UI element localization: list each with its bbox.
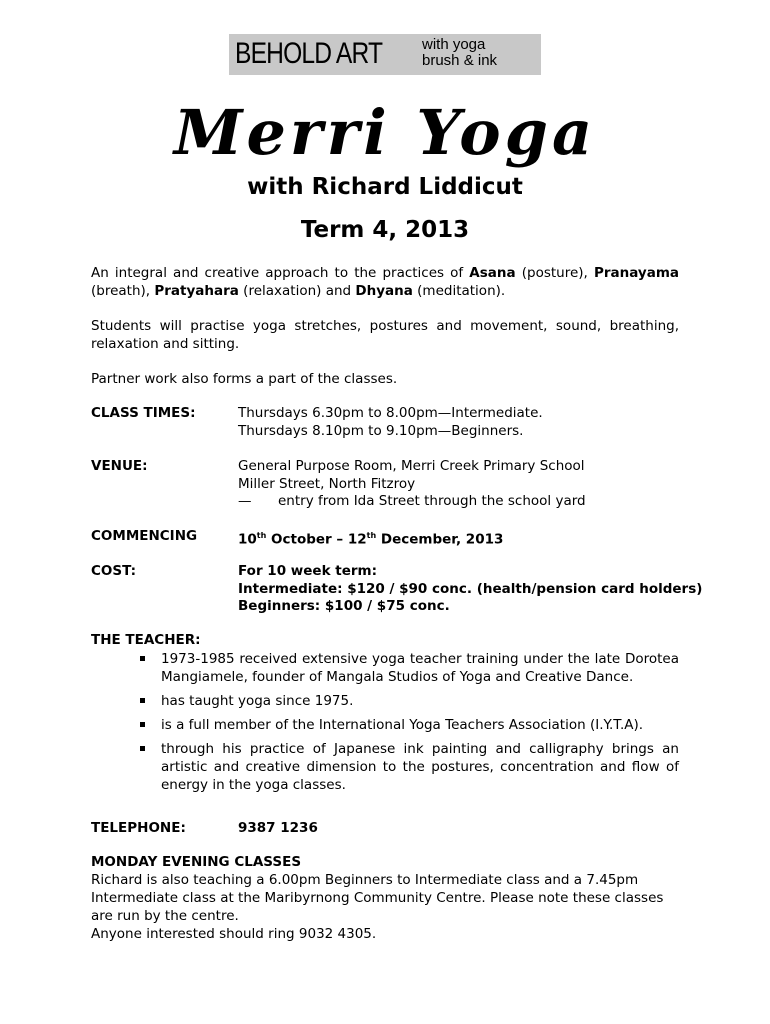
list-item (136, 650, 679, 686)
page-title: Merri Yoga (173, 96, 597, 169)
commencing-start-suffix: th (256, 531, 267, 540)
telephone-value: 9387 1236 (238, 820, 318, 836)
intro-paragraph (91, 264, 679, 300)
teacher-item-text: 1973-1985 received extensive yoga teacher training under the late Dorotea Mangiamele, founder of Mangala Studios of Yoga and Creative Dance. (161, 651, 679, 685)
list-item (136, 692, 679, 710)
class-times-line1: Thursdays 6.30pm to 8.00pm—Intermediate. (238, 405, 543, 421)
venue-line2: Miller Street, North Fitzroy (238, 476, 416, 492)
bullet-icon (140, 698, 145, 703)
partner-paragraph: Partner work also forms a part of the classes. (91, 371, 398, 387)
commencing-end-suffix: th (366, 531, 377, 540)
telephone-label: TELEPHONE: (91, 820, 186, 836)
teacher-item-text: has taught yoga since 1975. (161, 693, 354, 709)
banner-subtitle (422, 37, 497, 69)
class-times-label: CLASS TIMES: (91, 405, 196, 421)
banner-sub-line2: brush & ink (422, 52, 498, 69)
intro-text-5: (meditation). (412, 283, 506, 299)
term-heading: Term 4, 2013 (300, 217, 470, 243)
monday-contact: Anyone interested should ring 9032 4305. (91, 926, 377, 942)
teacher-item-text: is a full member of the International Yoga Teachers Association (I.Y.T.A). (161, 717, 644, 733)
banner-title: BEHOLD ART (235, 37, 383, 70)
venue-line3: entry from Ida Street through the school yard (278, 493, 586, 509)
page-subtitle: with Richard Liddicut (247, 174, 523, 200)
intro-pratyahara: Pratyahara (154, 283, 239, 299)
commencing-dates (238, 527, 503, 549)
intro-text-4: (relaxation) and (238, 283, 356, 299)
students-paragraph: Students will practise yoga stretches, postures and movement, sound, breathing, relaxation and sitting. (91, 318, 679, 352)
teacher-label: THE TEACHER: (91, 632, 201, 648)
intro-pranayama: Pranayama (593, 265, 679, 281)
banner-sub-line1: with yoga (422, 36, 486, 53)
venue-line1: General Purpose Room, Merri Creek Primary School (238, 458, 585, 474)
cost-beginners: Beginners: $100 / $75 conc. (238, 598, 450, 614)
monday-heading: MONDAY EVENING CLASSES (91, 854, 302, 870)
cost-line1: For 10 week term: (238, 563, 377, 579)
cost-label: COST: (91, 563, 136, 579)
bullet-icon (140, 746, 145, 751)
list-item (136, 716, 679, 734)
intro-asana: Asana (469, 265, 516, 281)
teacher-item-text: through his practice of Japanese ink painting and calligraphy brings an artistic and creative dimension to the postures, concentration and flow of energy in the yoga classes. (161, 741, 679, 793)
intro-text-3: (breath), (91, 283, 155, 299)
commencing-middle: October – 12 (266, 531, 367, 548)
intro-text-1: An integral and creative approach to the practices of (91, 265, 470, 281)
venue-dash: — (238, 493, 252, 509)
commencing-end: December, 2013 (376, 531, 504, 548)
venue-label: VENUE: (91, 458, 148, 474)
list-item (136, 740, 679, 794)
teacher-list (136, 650, 679, 800)
class-times-line2: Thursdays 8.10pm to 9.10pm—Beginners. (238, 423, 524, 439)
intro-dhyana: Dhyana (355, 283, 413, 299)
bullet-icon (140, 656, 145, 661)
commencing-label: COMMENCING (91, 528, 198, 544)
cost-intermediate: Intermediate: $120 / $90 conc. (health/pension card holders) (238, 581, 703, 597)
commencing-start-day: 10 (238, 531, 257, 548)
monday-body: Richard is also teaching a 6.00pm Beginners to Intermediate class and a 7.45pm Intermediate class at the Maribyrnong Community Centre. Please note these classes are run by the centre. (91, 872, 664, 924)
intro-text-2: (posture), (515, 265, 594, 281)
bullet-icon (140, 722, 145, 727)
banner (229, 34, 541, 75)
